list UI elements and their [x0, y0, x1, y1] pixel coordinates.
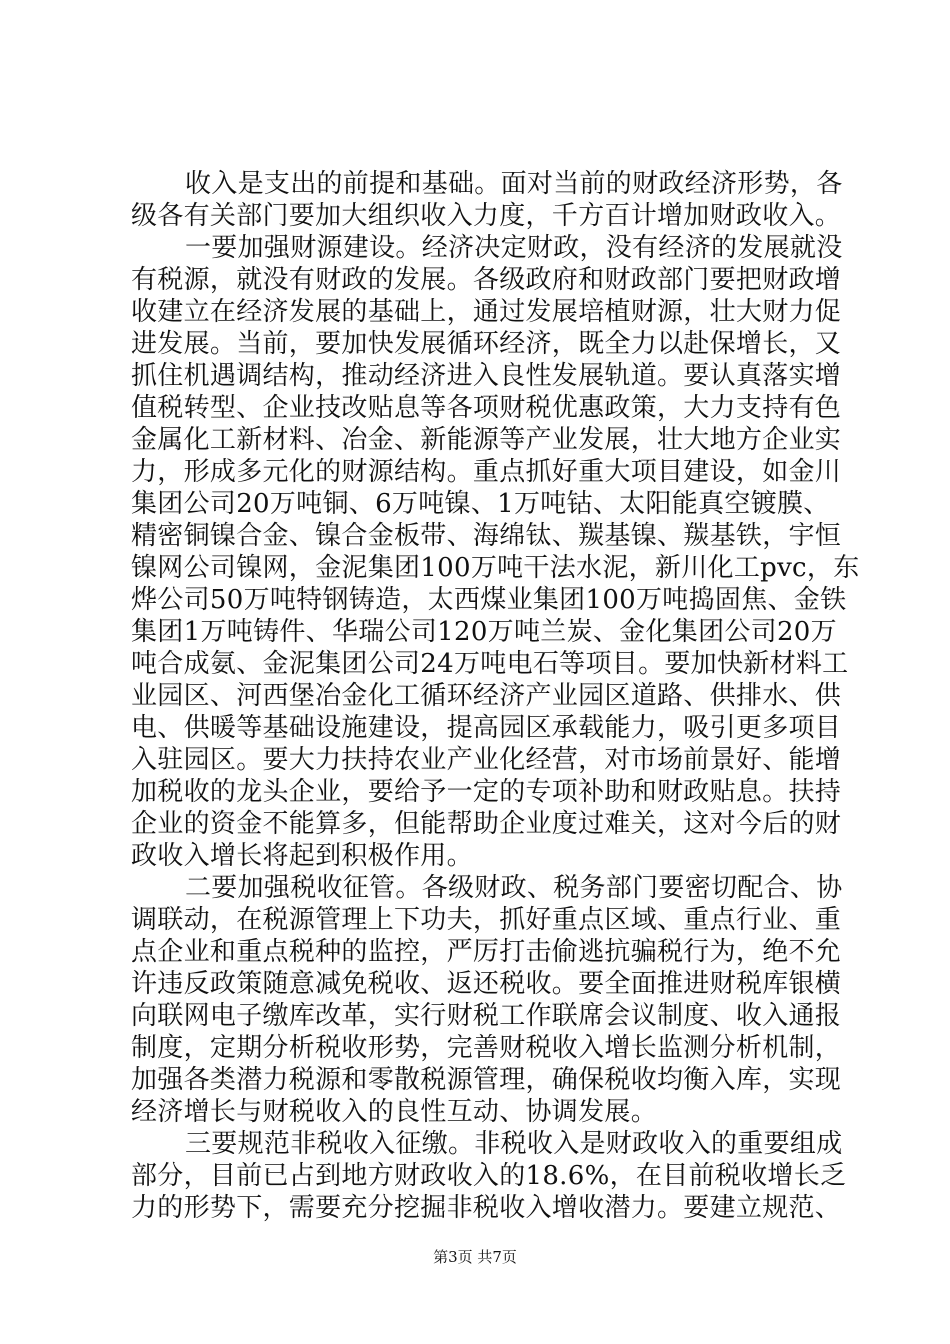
- text-line: 力，形成多元化的财源结构。重点抓好重大项目建设，如金川: [131, 457, 842, 487]
- text-line: 二要加强税收征管。各级财政、税务部门要密切配合、协: [185, 873, 843, 903]
- text-line: 调联动，在税源管理上下功夫，抓好重点区域、重点行业、重: [131, 905, 842, 935]
- text-line: 经济增长与财税收入的良性互动、协调发展。: [131, 1097, 658, 1127]
- text-line: 入驻园区。要大力扶持农业产业化经营，对市场前景好、能增: [131, 745, 842, 775]
- page-footer: [0, 1247, 950, 1267]
- text-line: 值税转型、企业技改贴息等各项财税优惠政策，大力支持有色: [131, 393, 842, 423]
- text-line: 收入是支出的前提和基础。面对当前的财政经济形势，各: [185, 169, 843, 199]
- text-line: 政收入增长将起到积极作用。: [131, 841, 473, 871]
- text-line: 级各有关部门要加大组织收入力度，千方百计增加财政收入。: [131, 201, 842, 231]
- page-number: 第3页 共7页: [433, 1248, 517, 1266]
- text-line: 精密铜镍合金、镍合金板带、海绵钛、羰基镍、羰基铁，宇恒: [131, 521, 842, 551]
- text-line: 金属化工新材料、冶金、新能源等产业发展，壮大地方企业实: [131, 425, 842, 455]
- text-line: 部分，目前已占到地方财政收入的18.6%，在目前税收增长乏: [131, 1161, 847, 1191]
- text-line: 集团1万吨铸件、华瑞公司120万吨兰炭、金化集团公司20万: [131, 617, 837, 647]
- text-line: 吨合成氨、金泥集团公司24万吨电石等项目。要加快新材料工: [131, 649, 849, 679]
- text-line: 三要规范非税收入征缴。非税收入是财政收入的重要组成: [185, 1129, 843, 1159]
- text-line: 加税收的龙头企业，要给予一定的专项补助和财政贴息。扶持: [131, 777, 842, 807]
- text-line: 抓住机遇调结构，推动经济进入良性发展轨道。要认真落实增: [131, 361, 842, 391]
- text-line: 进发展。当前，要加快发展循环经济，既全力以赴保增长，又: [131, 329, 842, 359]
- text-line: 集团公司20万吨铜、6万吨镍、1万吨钴、太阳能真空镀膜、: [131, 489, 830, 519]
- text-line: 制度，定期分析税收形势，完善财税收入增长监测分析机制，: [131, 1033, 842, 1063]
- document-body: [131, 168, 860, 1224]
- text-line: 电、供暖等基础设施建设，提高园区承载能力，吸引更多项目: [131, 713, 842, 743]
- text-line: 点企业和重点税种的监控，严厉打击偷逃抗骗税行为，绝不允: [131, 937, 842, 967]
- text-line: 力的形势下，需要充分挖掘非税收入增收潜力。要建立规范、: [131, 1193, 842, 1223]
- text-line: 有税源，就没有财政的发展。各级政府和财政部门要把财政增: [131, 265, 842, 295]
- text-line: 一要加强财源建设。经济决定财政，没有经济的发展就没: [185, 233, 843, 263]
- text-line: 许违反政策随意减免税收、返还税收。要全面推进财税库银横: [131, 969, 842, 999]
- text-line: 烨公司50万吨特钢铸造，太西煤业集团100万吨捣固焦、金铁: [131, 585, 847, 615]
- text-line: 镍网公司镍网，金泥集团100万吨干法水泥，新川化工pvc，东: [131, 553, 860, 583]
- text-line: 企业的资金不能算多，但能帮助企业度过难关，这对今后的财: [131, 809, 842, 839]
- text-line: 加强各类潜力税源和零散税源管理，确保税收均衡入库，实现: [131, 1065, 842, 1095]
- text-line: 收建立在经济发展的基础上，通过发展培植财源，壮大财力促: [131, 297, 842, 327]
- text-line: 业园区、河西堡冶金化工循环经济产业园区道路、供排水、供: [131, 681, 842, 711]
- text-line: 向联网电子缴库改革，实行财税工作联席会议制度、收入通报: [131, 1001, 842, 1031]
